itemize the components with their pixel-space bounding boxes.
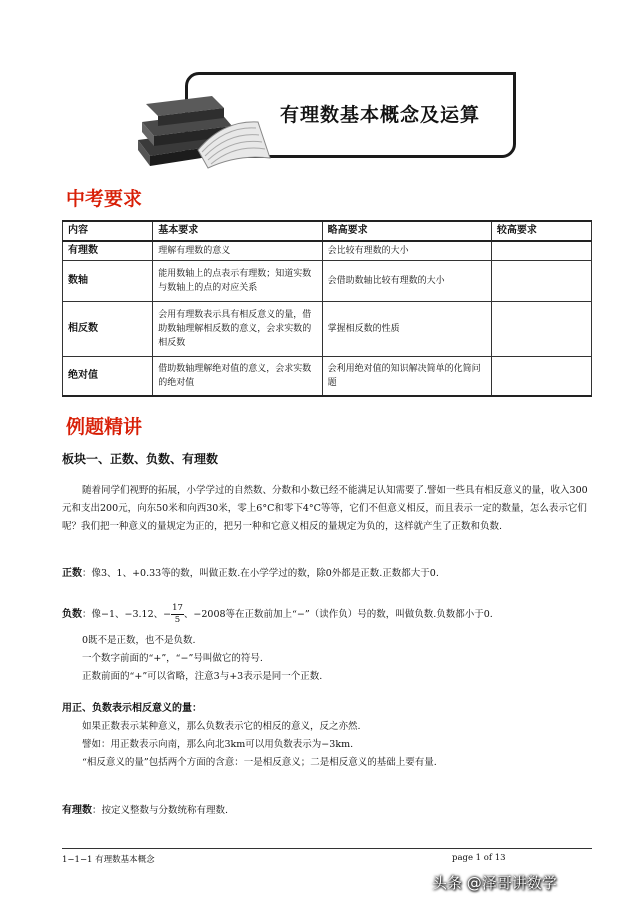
negative-note: 一个数字前面的“+”，“−”号叫做它的符号. <box>82 653 263 664</box>
table-header-cell: 基本要求 <box>153 221 322 241</box>
negative-note: 0既不是正数，也不是负数. <box>82 635 196 646</box>
footer-divider <box>62 848 592 849</box>
table-cell-higher: 会比较有理数的大小 <box>322 241 491 261</box>
opposite-note: 譬如：用正数表示向南，那么向北3km可以用负数表示为−3km. <box>82 739 354 750</box>
fraction-numerator: 17 <box>172 603 183 613</box>
table-row <box>63 241 592 261</box>
table-cell-highest <box>491 241 591 261</box>
table-row <box>63 302 592 357</box>
rational-definition <box>62 802 592 820</box>
negative-definition <box>62 603 592 626</box>
opposite-note: 如果正数表示某种意义，那么负数表示它的相反的意义，反之亦然. <box>82 721 361 732</box>
footer-page-number: page 1 of 13 <box>452 853 506 863</box>
table-cell-highest <box>491 302 591 357</box>
negative-text-after: 、−2008等在正数前加上“−”（读作负）号的数，叫做负数.负数都小于0. <box>183 609 493 620</box>
positive-text: ：像3、1、+0.33等的数，叫做正数.在小学学过的数，除0外都是正数.正数都大于0. <box>82 568 439 579</box>
table-cell-highest <box>491 357 591 397</box>
books-icon <box>128 80 278 170</box>
section-examples: 例题精讲 <box>66 416 143 438</box>
table-cell-higher: 会利用绝对值的知识解决简单的化简问题 <box>322 357 491 397</box>
table-cell-topic: 绝对值 <box>63 357 153 397</box>
table-cell-basic: 会用有理数表示具有相反意义的量，借助数轴理解相反数的意义，会求实数的相反数 <box>153 302 322 357</box>
table-cell-topic: 数轴 <box>63 261 153 302</box>
table-cell-basic: 能用数轴上的点表示有理数；知道实数与数轴上的点的对应关系 <box>153 261 322 302</box>
opposite-heading <box>62 700 592 718</box>
intro-paragraph: 随着同学们视野的拓展，小学学过的自然数、分数和小数已经不能满足认知需要了.譬如一些具有相反意义的量，收入300元和支出200元，向东50米和向西30米，零上6°C和零下4°C等等，它们不但意义相反，而且表示一定的数量，怎么表示它们呢？我们把一种意义的量规定为正的，把另一种和它意义相反的量规定为负的，这样就产生了正数和负数. <box>62 485 588 532</box>
requirements-table <box>62 220 592 397</box>
negative-label: 负数 <box>62 609 82 620</box>
table-header-cell: 较高要求 <box>491 221 591 241</box>
block-title: 板块一、正数、负数、有理数 <box>62 452 219 466</box>
opposite-note: “相反意义的量”包括两个方面的含意：一是相反意义；二是相反意义的基础上要有量. <box>82 757 437 768</box>
positive-definition <box>62 565 592 583</box>
table-cell-basic: 借助数轴理解绝对值的意义，会求实数的绝对值 <box>153 357 322 397</box>
fraction <box>171 603 184 626</box>
positive-label: 正数 <box>62 568 82 579</box>
table-header-cell: 略高要求 <box>322 221 491 241</box>
negative-note: 正数前面的“+”可以省略，注意3与+3表示是同一个正数. <box>82 671 323 682</box>
negative-text-before: ：像−1、−3.12、− <box>82 609 172 620</box>
table-cell-higher: 会借助数轴比较有理数的大小 <box>322 261 491 302</box>
table-cell-topic: 有理数 <box>63 241 153 261</box>
table-header-cell: 内容 <box>63 221 153 241</box>
rational-text: ：按定义整数与分数统称有理数. <box>92 805 229 816</box>
fraction-denominator: 5 <box>174 615 181 625</box>
footer-chapter: 1−1−1 有理数基本概念 <box>62 855 155 865</box>
table-cell-basic: 理解有理数的意义 <box>153 241 322 261</box>
page-title: 有理数基本概念及运算 <box>279 104 480 126</box>
table-cell-topic: 相反数 <box>63 302 153 357</box>
table-row <box>63 357 592 397</box>
watermark: 头条 @泽哥讲数学 <box>432 874 557 892</box>
table-cell-highest <box>491 261 591 302</box>
table-header-row <box>63 221 592 241</box>
table-cell-higher: 掌握相反数的性质 <box>322 302 491 357</box>
table-row <box>63 261 592 302</box>
opposite-label: 用正、负数表示相反意义的量： <box>62 703 202 714</box>
section-requirements: 中考要求 <box>66 188 143 210</box>
rational-label: 有理数 <box>62 805 92 816</box>
